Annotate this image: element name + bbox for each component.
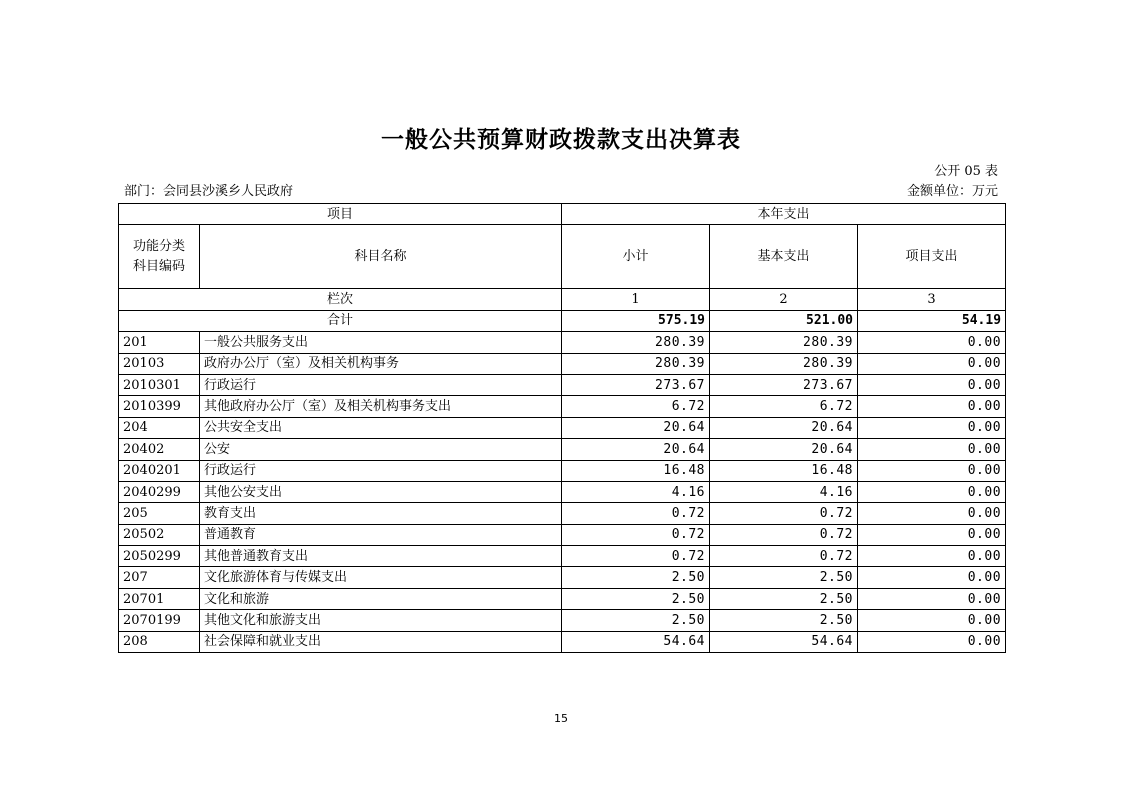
row-name: 教育支出 [200, 503, 562, 524]
row-subtotal: 20.64 [562, 439, 710, 460]
row-project: 0.00 [858, 588, 1006, 609]
total-subtotal: 575.19 [562, 310, 710, 331]
row-code: 205 [119, 503, 200, 524]
row-project: 0.00 [858, 546, 1006, 567]
total-project: 54.19 [858, 310, 1006, 331]
table-row [119, 503, 1006, 524]
row-name: 普通教育 [200, 524, 562, 545]
row-subtotal: 0.72 [562, 524, 710, 545]
row-code: 2070199 [119, 610, 200, 631]
header-code-cell [119, 225, 200, 289]
amount-unit-label: 金额单位：万元 [906, 184, 998, 199]
row-name: 行政运行 [200, 374, 562, 395]
table-body [119, 204, 1006, 653]
row-name: 公安 [200, 439, 562, 460]
total-basic: 521.00 [710, 310, 858, 331]
row-basic: 0.72 [710, 546, 858, 567]
row-code: 2040299 [119, 481, 200, 502]
table-row [119, 353, 1006, 374]
row-basic: 54.64 [710, 631, 858, 652]
row-basic: 20.64 [710, 417, 858, 438]
table-row [119, 396, 1006, 417]
row-basic: 2.50 [710, 567, 858, 588]
row-code: 2040201 [119, 460, 200, 481]
table-row [119, 524, 1006, 545]
row-name: 文化旅游体育与传媒支出 [200, 567, 562, 588]
row-basic: 280.39 [710, 353, 858, 374]
row-project: 0.00 [858, 353, 1006, 374]
header-basic: 基本支出 [710, 225, 858, 289]
row-subtotal: 6.72 [562, 396, 710, 417]
column-order-2: 2 [710, 289, 858, 310]
row-basic: 16.48 [710, 460, 858, 481]
row-code: 20701 [119, 588, 200, 609]
row-project: 0.00 [858, 374, 1006, 395]
table-row [119, 546, 1006, 567]
row-basic: 2.50 [710, 610, 858, 631]
header-code-line2: 科目编码 [132, 258, 185, 274]
header-current-year: 本年支出 [562, 204, 1006, 225]
row-code: 201 [119, 332, 200, 353]
table-row [119, 610, 1006, 631]
table-row [119, 588, 1006, 609]
row-name: 社会保障和就业支出 [200, 631, 562, 652]
page-number: 15 [554, 712, 568, 725]
row-name: 文化和旅游 [200, 588, 562, 609]
row-subtotal: 20.64 [562, 417, 710, 438]
row-code: 20103 [119, 353, 200, 374]
header-item: 项目 [119, 204, 562, 225]
row-project: 0.00 [858, 503, 1006, 524]
total-row [119, 310, 1006, 331]
row-subtotal: 2.50 [562, 588, 710, 609]
row-code: 204 [119, 417, 200, 438]
row-code: 2010301 [119, 374, 200, 395]
header-name: 科目名称 [200, 225, 562, 289]
row-code: 20502 [119, 524, 200, 545]
row-name: 其他普通教育支出 [200, 546, 562, 567]
table-row [119, 332, 1006, 353]
form-number: 公开 05 表 [934, 164, 998, 179]
row-name: 其他文化和旅游支出 [200, 610, 562, 631]
row-code: 20402 [119, 439, 200, 460]
row-code: 2010399 [119, 396, 200, 417]
row-project: 0.00 [858, 396, 1006, 417]
row-project: 0.00 [858, 481, 1006, 502]
row-basic: 273.67 [710, 374, 858, 395]
row-basic: 0.72 [710, 524, 858, 545]
table-row [119, 374, 1006, 395]
row-project: 0.00 [858, 332, 1006, 353]
row-subtotal: 280.39 [562, 332, 710, 353]
column-order-row [119, 289, 1006, 310]
page-title: 一般公共预算财政拨款支出决算表 [381, 127, 741, 153]
row-subtotal: 16.48 [562, 460, 710, 481]
header-code-line1: 功能分类 [132, 238, 185, 254]
budget-table [118, 203, 1006, 653]
row-name: 其他政府办公厅（室）及相关机构事务支出 [200, 396, 562, 417]
row-project: 0.00 [858, 631, 1006, 652]
header-subtotal: 小计 [562, 225, 710, 289]
header-row-1 [119, 204, 1006, 225]
row-basic: 0.72 [710, 503, 858, 524]
row-project: 0.00 [858, 567, 1006, 588]
header-row-2 [119, 225, 1006, 289]
row-project: 0.00 [858, 460, 1006, 481]
row-basic: 20.64 [710, 439, 858, 460]
department-label: 部门：会同县沙溪乡人民政府 [124, 184, 294, 199]
header-project: 项目支出 [858, 225, 1006, 289]
column-order-label: 栏次 [119, 289, 562, 310]
total-label: 合计 [119, 310, 562, 331]
row-code: 2050299 [119, 546, 200, 567]
row-basic: 6.72 [710, 396, 858, 417]
row-project: 0.00 [858, 524, 1006, 545]
row-subtotal: 273.67 [562, 374, 710, 395]
row-project: 0.00 [858, 610, 1006, 631]
table-row [119, 417, 1006, 438]
row-subtotal: 2.50 [562, 567, 710, 588]
row-name: 一般公共服务支出 [200, 332, 562, 353]
column-order-3: 3 [858, 289, 1006, 310]
table-row [119, 631, 1006, 652]
table-row [119, 460, 1006, 481]
row-project: 0.00 [858, 439, 1006, 460]
column-order-1: 1 [562, 289, 710, 310]
row-subtotal: 0.72 [562, 546, 710, 567]
table-row [119, 439, 1006, 460]
row-subtotal: 54.64 [562, 631, 710, 652]
row-name: 政府办公厅（室）及相关机构事务 [200, 353, 562, 374]
table-row [119, 567, 1006, 588]
row-subtotal: 4.16 [562, 481, 710, 502]
row-subtotal: 280.39 [562, 353, 710, 374]
row-subtotal: 2.50 [562, 610, 710, 631]
row-code: 208 [119, 631, 200, 652]
row-name: 其他公安支出 [200, 481, 562, 502]
row-name: 行政运行 [200, 460, 562, 481]
row-basic: 2.50 [710, 588, 858, 609]
row-subtotal: 0.72 [562, 503, 710, 524]
row-code: 207 [119, 567, 200, 588]
table-row [119, 481, 1006, 502]
row-project: 0.00 [858, 417, 1006, 438]
row-basic: 4.16 [710, 481, 858, 502]
row-basic: 280.39 [710, 332, 858, 353]
row-name: 公共安全支出 [200, 417, 562, 438]
